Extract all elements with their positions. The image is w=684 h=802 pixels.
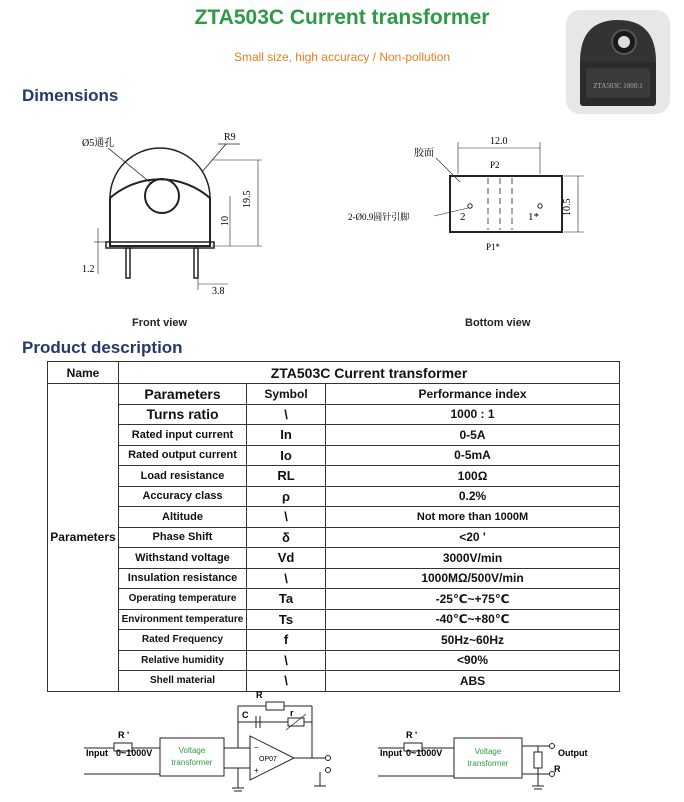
value-cell: 3000V/min <box>326 548 620 569</box>
symbol-cell: \ <box>247 650 326 671</box>
value-cell: -40℃~+80℃ <box>326 609 620 630</box>
value-cell: <20 ' <box>326 527 620 548</box>
dimensions-heading: Dimensions <box>22 86 119 105</box>
param-cell: Rated output current <box>119 445 247 466</box>
column-header-symbol: Symbol <box>247 384 326 405</box>
p1-label: P1* <box>486 242 501 252</box>
pin1-label: 1* <box>528 211 539 223</box>
value-cell: 50Hz~60Hz <box>326 630 620 651</box>
cap-label: C <box>242 710 249 720</box>
trim-label: r <box>290 708 294 718</box>
name-label: Name <box>48 362 119 384</box>
radius-label: R9 <box>224 132 236 143</box>
symbol-cell: \ <box>247 671 326 692</box>
param-cell: Withstand voltage <box>119 548 247 569</box>
opamp-label: OP07 <box>259 756 277 763</box>
pin2-label: 2 <box>460 211 466 223</box>
value-cell: 0.2% <box>326 486 620 507</box>
pin-width-label: 3.8 <box>212 286 225 297</box>
column-header-performance: Performance index <box>326 384 620 405</box>
page-title: ZTA503C Current transformer <box>194 6 490 29</box>
symbol-cell: ρ <box>247 486 326 507</box>
param-cell: Environment temperature <box>119 609 247 630</box>
value-cell: 0-5A <box>326 425 620 446</box>
param-cell: Phase Shift <box>119 527 247 548</box>
svg-text:+: + <box>254 766 259 775</box>
param-cell: Accuracy class <box>119 486 247 507</box>
input-range-label: 0~1000V <box>406 748 443 758</box>
param-cell: Insulation resistance <box>119 568 247 589</box>
column-header-parameters: Parameters <box>119 384 247 405</box>
block-line-2: transformer <box>171 758 213 767</box>
table-row <box>48 425 620 446</box>
table-row <box>48 630 620 651</box>
input-resistor-label: R ' <box>406 730 418 740</box>
front-view-caption: Front view <box>132 317 188 329</box>
symbol-cell: In <box>247 425 326 446</box>
input-label: Input <box>86 748 108 758</box>
pin-spec-label: 2-Ø0.9圆针引脚 <box>348 212 410 222</box>
svg-text:−: − <box>254 743 259 752</box>
table-row <box>48 404 620 425</box>
table-row <box>48 589 620 610</box>
block-line-1: Voltage <box>474 747 502 756</box>
symbol-cell: Ta <box>247 589 326 610</box>
table-row <box>48 466 620 487</box>
symbol-cell: Vd <box>247 548 326 569</box>
product-description-heading: Product description <box>22 338 183 357</box>
param-cell: Relative humidity <box>119 650 247 671</box>
load-label: R <box>554 764 561 774</box>
pin-offset-label: 1.2 <box>82 264 95 275</box>
table-row <box>48 445 620 466</box>
resistor-output-circuit-diagram <box>374 716 604 796</box>
table-row <box>48 486 620 507</box>
glue-label: 胶面 <box>414 148 434 159</box>
value-cell: Not more than 1000M <box>326 507 620 528</box>
param-cell: Shell material <box>119 671 247 692</box>
name-value: ZTA503C Current transformer <box>119 362 620 384</box>
value-cell: <90% <box>326 650 620 671</box>
table-row <box>48 568 620 589</box>
spec-table <box>47 361 620 692</box>
value-cell: -25℃~+75℃ <box>326 589 620 610</box>
param-cell: Rated Frequency <box>119 630 247 651</box>
table-row <box>48 609 620 630</box>
height-label: 19.5 <box>242 190 253 208</box>
symbol-cell: RL <box>247 466 326 487</box>
symbol-cell: Ts <box>247 609 326 630</box>
block-line-2: transformer <box>467 759 509 768</box>
value-cell: ABS <box>326 671 620 692</box>
bottom-width-label: 12.0 <box>490 136 508 147</box>
param-cell: Load resistance <box>119 466 247 487</box>
table-row <box>48 548 620 569</box>
symbol-cell: f <box>247 630 326 651</box>
input-label: Input <box>380 748 402 758</box>
value-cell: 0-5mA <box>326 445 620 466</box>
hole-label: Ø5通孔 <box>82 138 115 149</box>
table-row <box>48 650 620 671</box>
bottom-height-label: 10.5 <box>562 198 573 216</box>
symbol-cell: \ <box>247 404 326 425</box>
value-cell: 100Ω <box>326 466 620 487</box>
symbol-cell: Io <box>247 445 326 466</box>
table-row <box>48 507 620 528</box>
output-label: Output <box>558 748 588 758</box>
front-view-diagram <box>78 124 298 304</box>
product-photo <box>566 10 670 114</box>
symbol-cell: \ <box>247 568 326 589</box>
feedback-r-label: R <box>256 690 263 700</box>
bottom-view-diagram <box>344 128 594 268</box>
symbol-cell: δ <box>247 527 326 548</box>
photo-marking: ZTA503C 1000:1 <box>593 82 643 90</box>
param-cell: Rated input current <box>119 425 247 446</box>
bottom-view-caption: Bottom view <box>465 317 531 329</box>
p2-label: P2 <box>490 160 500 170</box>
parameters-group-label: Parameters <box>48 384 119 692</box>
param-cell: Altitude <box>119 507 247 528</box>
value-cell: 1000 : 1 <box>326 404 620 425</box>
symbol-cell: \ <box>247 507 326 528</box>
table-row <box>48 527 620 548</box>
page-subtitle: Small size, high accuracy / Non-pollution <box>233 50 451 64</box>
value-cell: 1000MΩ/500V/min <box>326 568 620 589</box>
input-resistor-label: R ' <box>118 730 130 740</box>
param-cell: Turns ratio <box>119 404 247 425</box>
block-line-1: Voltage <box>178 746 206 755</box>
opamp-circuit-diagram <box>80 688 350 800</box>
param-cell: Operating temperature <box>119 589 247 610</box>
input-range-label: 0~1000V <box>116 748 153 758</box>
pin-height-label: 10 <box>220 216 231 226</box>
